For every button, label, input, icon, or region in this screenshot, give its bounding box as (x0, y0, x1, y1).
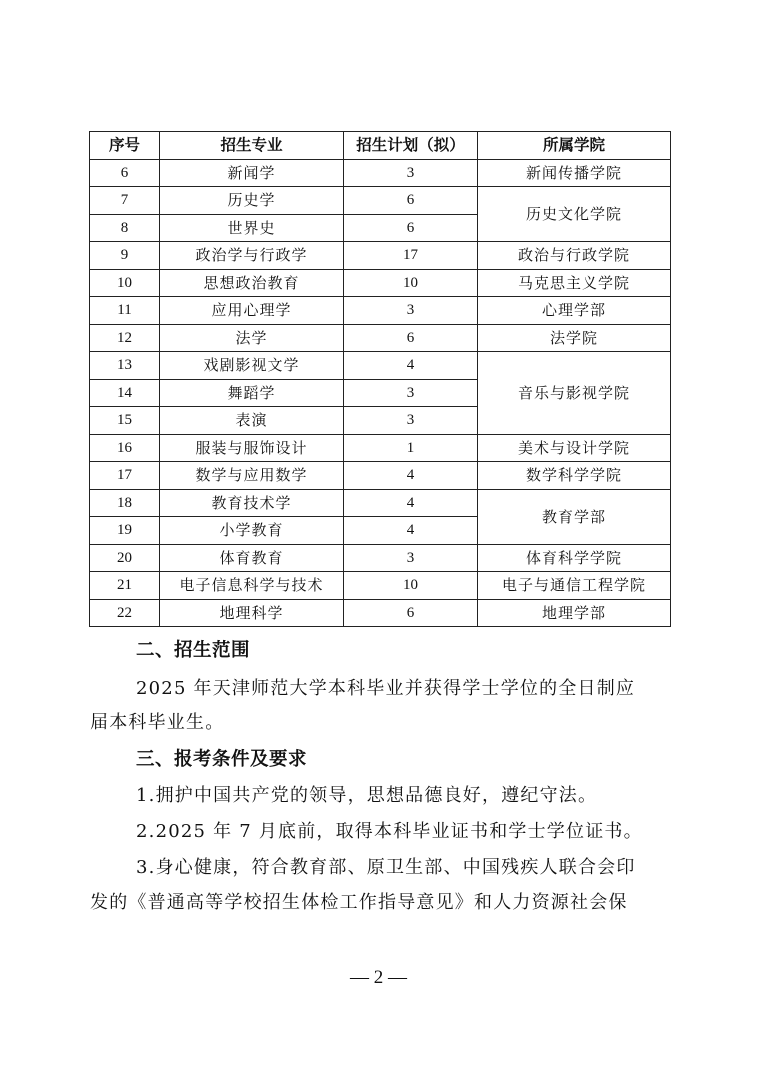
cell-major: 历史学 (160, 187, 344, 215)
cell-plan: 3 (344, 544, 478, 572)
cell-major: 政治学与行政学 (160, 242, 344, 270)
cell-serial-no: 22 (90, 599, 160, 627)
cell-college: 教育学部 (478, 489, 671, 544)
header-major: 招生专业 (160, 132, 344, 160)
enrollment-plan-table (89, 131, 671, 627)
cell-serial-no: 21 (90, 572, 160, 600)
table-row (90, 434, 671, 462)
cell-serial-no: 18 (90, 489, 160, 517)
cell-college: 地理学部 (478, 599, 671, 627)
cell-plan: 6 (344, 324, 478, 352)
header-college: 所属学院 (478, 132, 671, 160)
cell-serial-no: 8 (90, 214, 160, 242)
cell-college: 电子与通信工程学院 (478, 572, 671, 600)
cell-plan: 6 (344, 187, 478, 215)
cell-major: 体育教育 (160, 544, 344, 572)
cell-plan: 10 (344, 269, 478, 297)
cell-college: 音乐与影视学院 (478, 352, 671, 435)
header-plan: 招生计划（拟） (344, 132, 478, 160)
cell-college: 心理学部 (478, 297, 671, 325)
cell-plan: 1 (344, 434, 478, 462)
cell-plan: 3 (344, 297, 478, 325)
section-3-item-1: 1.拥护中国共产党的领导，思想品德良好，遵纪守法。 (136, 785, 598, 806)
cell-major: 应用心理学 (160, 297, 344, 325)
cell-major: 教育技术学 (160, 489, 344, 517)
cell-plan: 4 (344, 517, 478, 545)
cell-college: 新闻传播学院 (478, 159, 671, 187)
cell-plan: 3 (344, 407, 478, 435)
cell-serial-no: 12 (90, 324, 160, 352)
cell-serial-no: 9 (90, 242, 160, 270)
cell-major: 戏剧影视文学 (160, 352, 344, 380)
cell-college: 美术与设计学院 (478, 434, 671, 462)
cell-college: 体育科学学院 (478, 544, 671, 572)
cell-major: 舞蹈学 (160, 379, 344, 407)
cell-serial-no: 7 (90, 187, 160, 215)
section-2-line-1: 2025 年天津师范大学本科毕业并获得学士学位的全日制应 (136, 678, 636, 699)
cell-serial-no: 16 (90, 434, 160, 462)
section-3-heading: 三、报考条件及要求 (136, 749, 308, 770)
table-header-row (90, 132, 671, 160)
table-row (90, 297, 671, 325)
section-3-item-3-line-2: 发的《普通高等学校招生体检工作指导意见》和人力资源社会保 (90, 892, 628, 913)
cell-major: 小学教育 (160, 517, 344, 545)
table-row (90, 352, 671, 380)
section-2-heading: 二、招生范围 (136, 640, 251, 661)
cell-college: 数学科学学院 (478, 462, 671, 490)
section-3-item-3-line-1: 3.身心健康，符合教育部、原卫生部、中国残疾人联合会印 (136, 857, 636, 878)
cell-major: 世界史 (160, 214, 344, 242)
table-body (90, 159, 671, 627)
cell-serial-no: 19 (90, 517, 160, 545)
cell-plan: 4 (344, 352, 478, 380)
cell-plan: 17 (344, 242, 478, 270)
table-row (90, 572, 671, 600)
cell-college: 历史文化学院 (478, 187, 671, 242)
cell-major: 思想政治教育 (160, 269, 344, 297)
cell-serial-no: 20 (90, 544, 160, 572)
table-row (90, 187, 671, 215)
page-number: — 2 — (350, 967, 407, 988)
header-serial-no: 序号 (90, 132, 160, 160)
cell-plan: 6 (344, 214, 478, 242)
cell-plan: 6 (344, 599, 478, 627)
cell-serial-no: 10 (90, 269, 160, 297)
table-row (90, 269, 671, 297)
table-row (90, 599, 671, 627)
table-row (90, 489, 671, 517)
cell-major: 数学与应用数学 (160, 462, 344, 490)
table-row (90, 159, 671, 187)
cell-college: 马克思主义学院 (478, 269, 671, 297)
cell-plan: 4 (344, 489, 478, 517)
table-row (90, 324, 671, 352)
table-row (90, 462, 671, 490)
table-row (90, 544, 671, 572)
cell-plan: 3 (344, 379, 478, 407)
cell-major: 法学 (160, 324, 344, 352)
cell-serial-no: 11 (90, 297, 160, 325)
cell-major: 服装与服饰设计 (160, 434, 344, 462)
cell-plan: 3 (344, 159, 478, 187)
cell-plan: 10 (344, 572, 478, 600)
table-row (90, 242, 671, 270)
cell-major: 电子信息科学与技术 (160, 572, 344, 600)
section-2-line-2: 届本科毕业生。 (90, 712, 225, 733)
cell-major: 地理科学 (160, 599, 344, 627)
cell-serial-no: 14 (90, 379, 160, 407)
cell-serial-no: 15 (90, 407, 160, 435)
cell-serial-no: 13 (90, 352, 160, 380)
section-3-item-2: 2.2025 年 7 月底前，取得本科毕业证书和学士学位证书。 (136, 821, 643, 842)
cell-major: 新闻学 (160, 159, 344, 187)
cell-college: 政治与行政学院 (478, 242, 671, 270)
cell-college: 法学院 (478, 324, 671, 352)
cell-major: 表演 (160, 407, 344, 435)
cell-serial-no: 17 (90, 462, 160, 490)
cell-plan: 4 (344, 462, 478, 490)
cell-serial-no: 6 (90, 159, 160, 187)
